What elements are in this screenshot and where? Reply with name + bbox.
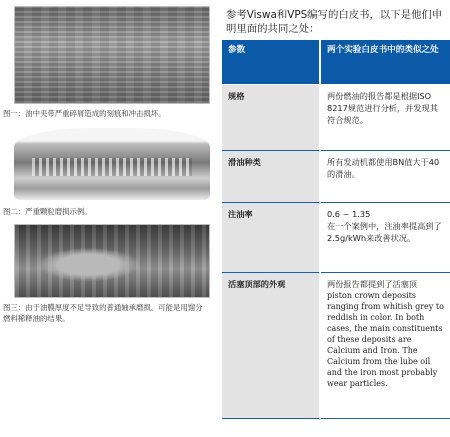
header-common: 两个实验白皮书中的类似之处: [320, 40, 450, 84]
figure-3-caption: 图三：由于油膜厚度不足导致的普通轴承磨损。可能是用馏分燃料稀释油的结果。: [3, 303, 203, 323]
row-value-english: piston crown deposits ranging from whitish grey to reddish in color. In both cases, the main constituents of these deposits are Calcium and Iron. The Calcium from the lube oil and the iron most probably wear particles.: [327, 290, 444, 388]
table-row: [222, 202, 450, 272]
bearing-wear-photo: [14, 224, 210, 298]
table-row: [222, 150, 450, 202]
row-value: 两份燃油的报告都是根据ISO 8217规范进行分析，并发现其符合规范。: [320, 84, 450, 150]
row-param: 规格: [222, 84, 320, 150]
scoring-damage-photo: [14, 6, 210, 104]
row-value: 两份报告都提到了活塞顶: [327, 278, 418, 289]
row-value: 所有发动机都使用BN值大于40的滑油。: [320, 150, 450, 202]
table-row: [222, 84, 450, 150]
table-row: [222, 272, 450, 418]
intro-text: 参考Viswa和VPS编写的白皮书，以下是他们申明里面的共同之处：: [226, 9, 443, 35]
comparison-section: [222, 0, 450, 437]
table-header-row: [222, 40, 450, 84]
figures-column: [0, 0, 210, 437]
header-param: 参数: [222, 40, 320, 84]
row-param: 注油率: [222, 202, 320, 272]
row-param: 滑油种类: [222, 150, 320, 202]
comparison-table: [222, 40, 450, 419]
row-param: 活塞顶部的外观: [222, 272, 320, 418]
row-value: 0.6 ~ 1.35 在一个案例中，注油率提高到了2.5g/kWh来改善状况。: [320, 202, 450, 272]
row-value-cell: [320, 272, 450, 418]
particle-wear-photo: [14, 128, 210, 200]
figure-1-caption: 图一：油中夹带严重碎屑造成的刻痕和冲击损坏。: [3, 109, 166, 118]
figure-2-caption: 图二：严重颗粒磨损示例。: [3, 207, 92, 216]
